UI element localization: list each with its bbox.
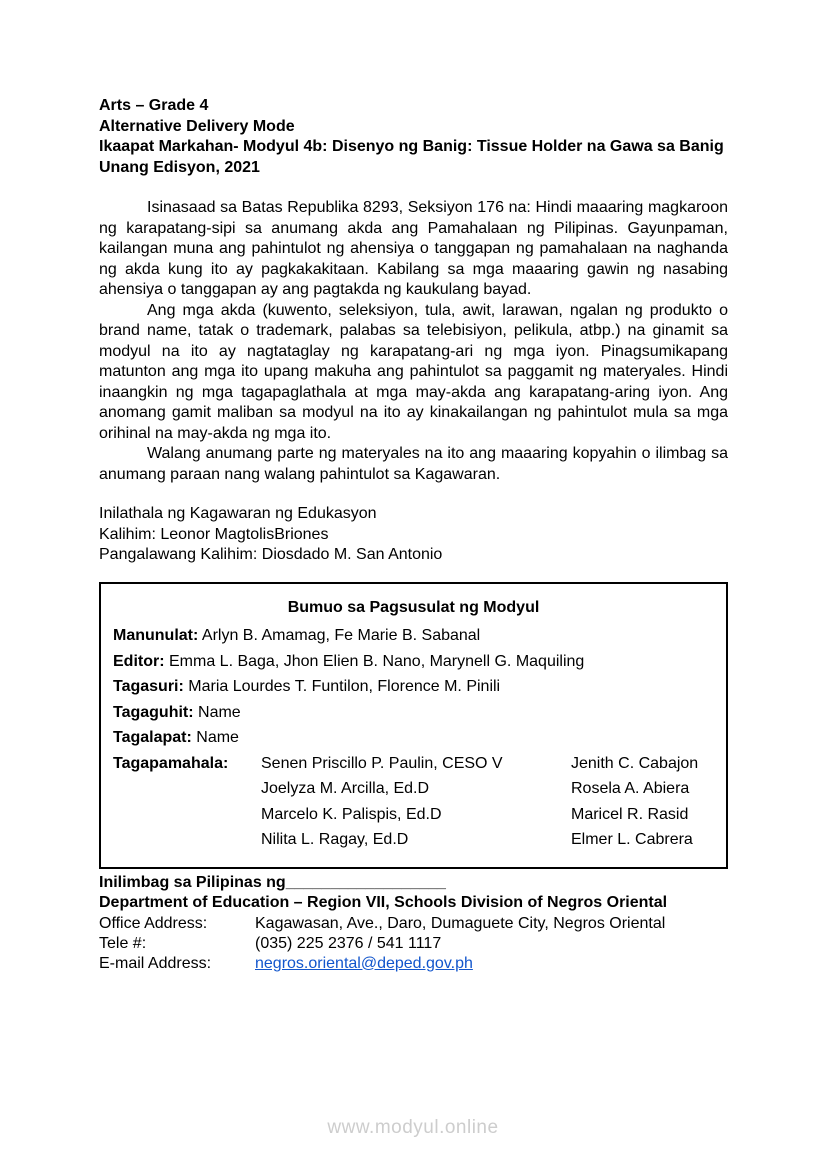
- team-row: [113, 703, 714, 724]
- team-row-value: Name: [191, 729, 239, 746]
- printing-block: [99, 873, 728, 974]
- team-row-label: Tagaguhit:: [113, 703, 194, 721]
- undersecretary-line: Pangalawang Kalihim: Diosdado M. San Antonio: [99, 546, 443, 563]
- module-subject-line: Arts – Grade 4: [99, 97, 209, 114]
- managers-grid: [113, 754, 714, 851]
- contact-row: [99, 954, 728, 974]
- printed-in-line: [99, 873, 728, 894]
- secretary-line: Kalihim: Leonor MagtolisBriones: [99, 525, 329, 543]
- contact-row: [99, 934, 728, 954]
- manager-name: Maricel R. Rasid: [571, 805, 689, 823]
- paragraph: Isinasaad sa Batas Republika 8293, Seksiyon 176 na: Hindi maaaring magkaroon ng karapatang-sipi sa anumang akda ang Pamahalaan ng Pilipinas. Gayunpaman, kailangan muna ang pahintulot ng ahensiya o tanggapan ng pamahalaan na naghanda ng akda kung ito ay pagkakakitaan. Kabilang sa mga maaaring gawin ng nasabing ahensiya o tanggapan ay ang pagtakda ng kaukulang bayad.: [99, 199, 728, 298]
- managers-label-spacer: [113, 805, 261, 826]
- department-name-line: Department of Education – Region VII, Schools Division of Negros Oriental: [99, 894, 668, 911]
- module-team-box: [99, 582, 728, 869]
- team-row-label: Manunulat:: [113, 627, 199, 644]
- edition-line: Unang Edisyon, 2021: [99, 158, 260, 176]
- delivery-mode-line: Alternative Delivery Mode: [99, 117, 295, 135]
- module-title-line: Ikaapat Markahan- Modyul 4b: Disenyo ng Banig: Tissue Holder na Gawa sa Banig: [99, 138, 724, 155]
- manager-name: Senen Priscillo P. Paulin, CESO V: [261, 754, 503, 772]
- team-row: [113, 677, 714, 698]
- team-row-label: Tagasuri:: [113, 678, 184, 695]
- publisher-block: [99, 504, 728, 566]
- team-row-value: Maria Lourdes T. Funtilon, Florence M. Pinili: [183, 678, 501, 695]
- team-row-label: Editor:: [113, 652, 165, 670]
- team-row-value: Name: [193, 703, 241, 721]
- contact-label: Office Address:: [99, 914, 208, 932]
- doc-header: [99, 96, 728, 178]
- watermark: www.modyul.online: [327, 1117, 499, 1138]
- paragraph: Ang mga akda (kuwento, seleksiyon, tula, awit, larawan, ngalan ng produkto o brand name, tatak o trademark, palabas sa telebisiyon, pelikula, atbp.) na ginamit sa modyul na ito ay nagtataglay ng karapatang-ari ng mga iyon. Pinagsumikapang matunton ang mga ito upang makuha ang pahintulot sa paggamit ng materyales. Hindi inaangkin ng mga tagapaglathala at mga may-akda ang karapatang-aring iyon. Ang anomang gamit maliban sa modyul na ito ay kinakailangan ng pahintulot mula sa mga orihinal na may-akda ng mga ito.: [99, 301, 728, 442]
- manager-name: Joelyza M. Arcilla, Ed.D: [261, 780, 430, 797]
- team-row: [113, 652, 714, 673]
- managers-label-spacer: [113, 830, 261, 851]
- manager-name: Rosela A. Abiera: [571, 780, 690, 797]
- team-row-label: Tagalapat:: [113, 729, 192, 746]
- managers-label: Tagapamahala:: [113, 754, 229, 772]
- contact-label: E-mail Address:: [99, 954, 212, 972]
- manager-name: Nilita L. Ragay, Ed.D: [261, 831, 409, 848]
- manager-name: Jenith C. Cabajon: [571, 754, 699, 772]
- copyright-paragraphs: [99, 198, 728, 485]
- contact-label: Tele #:: [99, 934, 147, 952]
- contact-value: (035) 225 2376 / 541 1117: [255, 934, 442, 952]
- email-link[interactable]: negros.oriental@deped.gov.ph: [255, 954, 473, 972]
- managers-label-spacer: [113, 779, 261, 800]
- contact-row: [99, 914, 728, 934]
- blank-line: __________________: [285, 873, 446, 891]
- manager-name: Elmer L. Cabrera: [571, 831, 693, 848]
- contact-value: Kagawasan, Ave., Daro, Dumaguete City, Negros Oriental: [255, 914, 666, 932]
- printed-in-label: Inilimbag sa Pilipinas ng: [99, 873, 286, 891]
- page-content: [99, 96, 728, 974]
- paragraph: Walang anumang parte ng materyales na ito ang maaaring kopyahin o ilimbag sa anumang paraan nang walang pahintulot sa Kagawaran.: [99, 445, 728, 483]
- team-row: [113, 626, 714, 647]
- publisher-line: Inilathala ng Kagawaran ng Edukasyon: [99, 505, 377, 522]
- manager-name: Marcelo K. Palispis, Ed.D: [261, 805, 442, 823]
- team-row-value: Emma L. Baga, Jhon Elien B. Nano, Marynell G. Maquiling: [164, 652, 585, 670]
- team-box-title: Bumuo sa Pagsusulat ng Modyul: [287, 598, 540, 616]
- team-row-value: Arlyn B. Amamag, Fe Marie B. Sabanal: [198, 627, 481, 644]
- team-row: [113, 728, 714, 749]
